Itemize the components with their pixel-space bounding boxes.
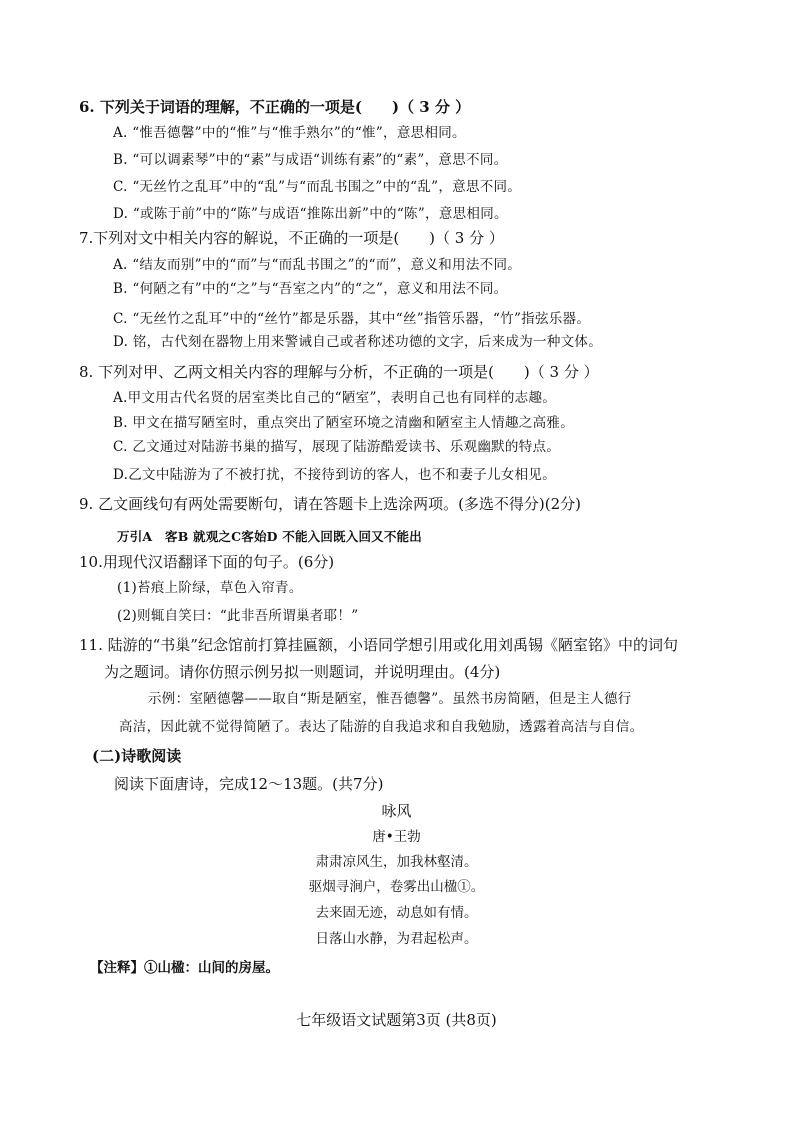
q6-option-a: A. “惟吾德馨”中的“惟”与“惟手熟尔”的“惟”，意思相同。 bbox=[113, 125, 466, 141]
poem-line-3: 去来固无迹，动息如有情。 bbox=[315, 905, 478, 921]
q10-item-1: (1)苔痕上阶绿，草色入帘青。 bbox=[117, 580, 303, 596]
poem-author: 唐•王勃 bbox=[372, 829, 421, 845]
poem-note: 【注释】①山楹：山间的房屋。 bbox=[90, 960, 279, 976]
q11-example-line2: 高洁，因此就不觉得简陋了。表达了陆游的自我追求和自我勉励，透露着高洁与自信。 bbox=[119, 719, 644, 735]
q11-example-line1: 示例：室陋德馨——取自“斯是陋室，惟吾德馨”。虽然书房简陋，但是主人德行 bbox=[148, 691, 632, 707]
q10-item-2: (2)则辄自笑曰：“此非吾所谓巢者耶！” bbox=[117, 608, 359, 624]
q6-stem: 6. 下列关于词语的理解，不正确的一项是( )（ 3 分 ） bbox=[79, 98, 471, 116]
q9-sentence: 万引A 客B 就观之C客始D 不能入回既入回又不能出 bbox=[117, 529, 422, 544]
q7-option-b: B. “何陋之有”中的“之”与“吾室之内”的“之”，意义和用法不同。 bbox=[113, 281, 508, 297]
q6-option-d: D. “或陈于前”中的“陈”与成语“推陈出新”中的“陈”，意思相同。 bbox=[113, 206, 508, 222]
q11-stem-line2: 为之题词。请你仿照示例另拟一则题词，并说明理由。(4分) bbox=[104, 663, 501, 681]
poem-line-4: 日落山水静，为君起松声。 bbox=[315, 931, 478, 947]
q10-stem: 10.用现代汉语翻译下面的句子。(6分) bbox=[79, 553, 335, 571]
poem-title: 咏风 bbox=[381, 802, 412, 820]
q6-option-c: C. “无丝竹之乱耳”中的“乱”与“而乱书围之”中的“乱”，意思不同。 bbox=[113, 179, 522, 195]
q8-option-b: B. 甲文在描写陋室时，重点突出了陋室环境之清幽和陋室主人情趣之高雅。 bbox=[113, 415, 575, 431]
q7-option-a: A. “结友而别”中的“而”与“而乱书围之”的“而”，意义和用法不同。 bbox=[113, 257, 522, 273]
q7-stem: 7.下列对文中相关内容的解说，不正确的一项是( )（ 3 分 ） bbox=[79, 229, 504, 247]
q6-option-b: B. “可以调素琴”中的“素”与成语“训练有素”的“素”，意思不同。 bbox=[113, 152, 508, 168]
q9-stem: 9. 乙文画线句有两处需要断句，请在答题卡上选涂两项。(多选不得分)(2分) bbox=[79, 495, 582, 513]
q8-option-a: A.甲文用古代名贤的居室类比自己的“陋室”，表明自己也有同样的志趣。 bbox=[113, 390, 557, 406]
poem-line-2: 驱烟寻涧户，卷雾出山楹①。 bbox=[308, 879, 485, 895]
q8-option-c: C. 乙文通过对陆游书巢的描写，展现了陆游酷爱读书、乐观幽默的特点。 bbox=[113, 439, 561, 455]
section2-intro: 阅读下面唐诗，完成12～13题。(共7分) bbox=[114, 775, 384, 793]
q11-stem-line1: 11. 陆游的“书巢”纪念馆前打算挂匾额，小语同学想引用或化用刘禹锡《陋室铭》中的词句 bbox=[79, 636, 678, 654]
section2-heading: (二)诗歌阅读 bbox=[92, 747, 182, 765]
q8-option-d: D.乙文中陆游为了不被打扰，不接待到访的客人，也不和妻子儿女相见。 bbox=[113, 467, 557, 483]
q7-option-c: C. “无丝竹之乱耳”中的“丝竹”都是乐器，其中“丝”指管乐器，“竹”指弦乐器。 bbox=[113, 311, 591, 327]
page-footer: 七年级语文试题第3页 (共8页) bbox=[296, 1011, 497, 1029]
poem-line-1: 肃肃凉风生，加我林壑清。 bbox=[315, 854, 478, 870]
q7-option-d: D. 铭，古代刻在器物上用来警诫自己或者称述功德的文字，后来成为一种文体。 bbox=[113, 334, 603, 350]
q8-stem: 8. 下列对甲、乙两文相关内容的理解与分析，不正确的一项是( )（ 3 分 ） bbox=[79, 363, 599, 381]
